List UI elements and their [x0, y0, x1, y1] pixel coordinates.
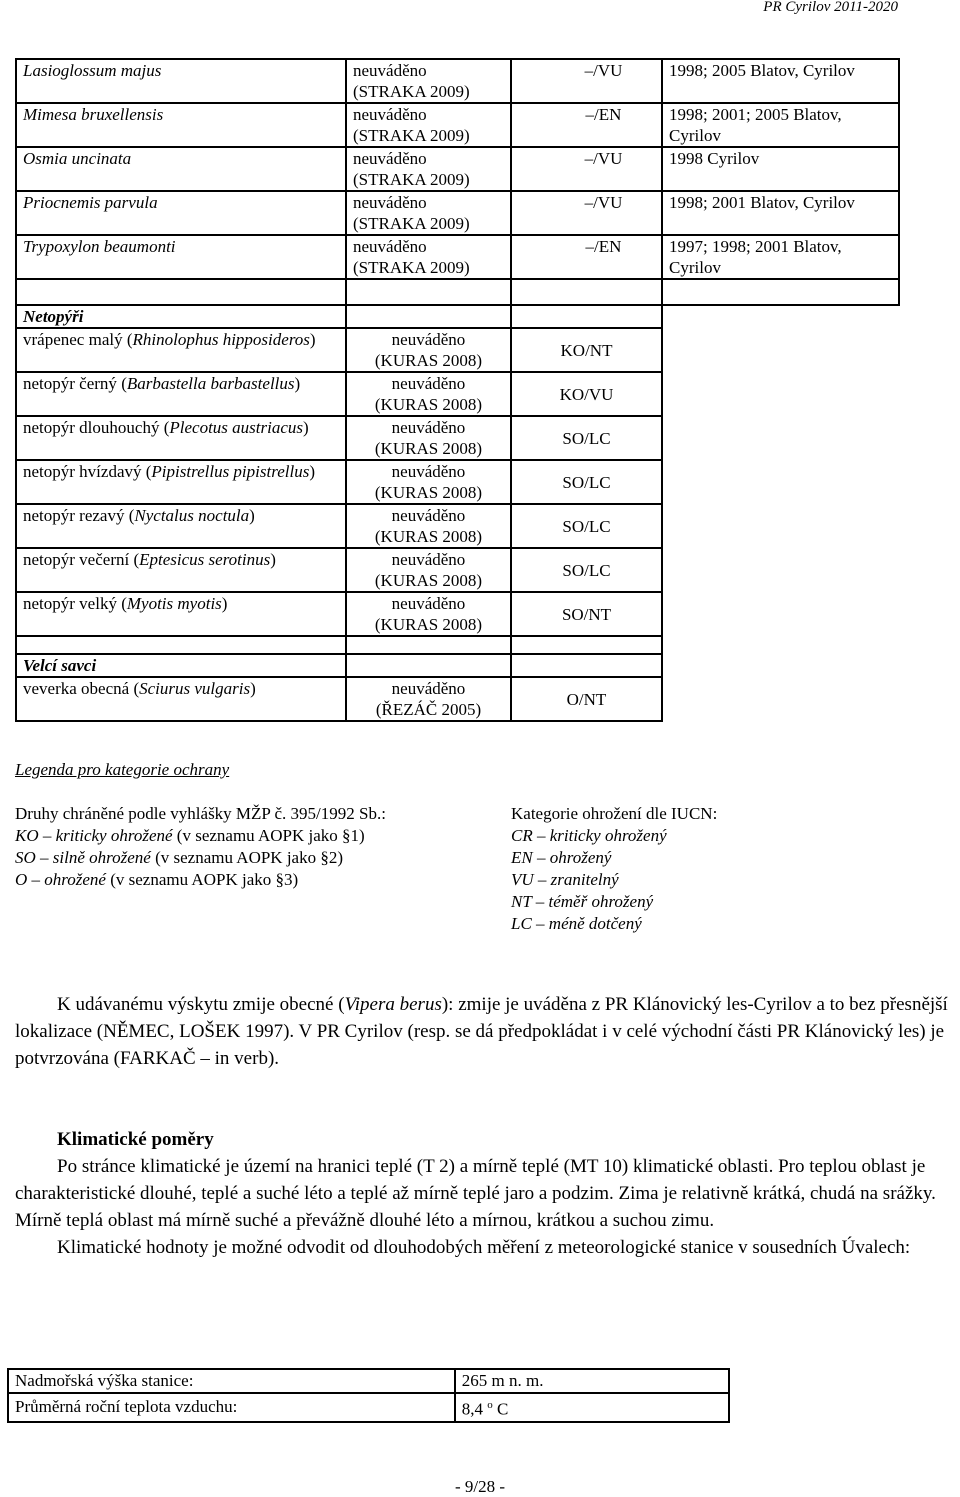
- status-text: neuváděno: [391, 594, 466, 613]
- legend-protected-heading: Druhy chráněné podle vyhlášky MŽP č. 395/1992 Sb.:: [15, 804, 386, 823]
- legend-title: Legenda pro kategorie ochrany: [15, 760, 230, 779]
- category-cell: O/NT: [511, 677, 662, 721]
- empty-cell: [662, 460, 899, 504]
- source-citation: (STRAKA 2009): [353, 82, 470, 101]
- source-citation: (STRAKA 2009): [353, 258, 470, 277]
- legend-item: NT – téměř ohrožený: [511, 892, 654, 911]
- table-row: [16, 235, 899, 279]
- status-cell: [346, 372, 511, 416]
- status-text: neuváděno: [391, 418, 466, 437]
- latin-name: Sciurus vulgaris: [139, 679, 251, 698]
- species-name: netopýr hvízdavý (Pipistrellus pipistrellus): [16, 460, 346, 504]
- note: (v seznamu AOPK jako §3): [110, 870, 299, 889]
- latin-name: Plecotus austriacus: [169, 418, 304, 437]
- table-row: [16, 460, 899, 504]
- latin-name: Myotis myotis: [126, 594, 222, 613]
- status-text: neuváděno: [353, 61, 427, 80]
- species-name: Mimesa bruxellensis: [16, 103, 346, 147]
- status-text: neuváděno: [391, 374, 466, 393]
- status-cell: [346, 328, 511, 372]
- legend-item: [15, 869, 386, 891]
- status-text: neuváděno: [391, 550, 466, 569]
- status-text: neuváděno: [391, 330, 466, 349]
- table-row: [8, 1393, 729, 1422]
- group-row-mammals: [16, 654, 899, 677]
- latin-name: Nyctalus noctula: [134, 506, 250, 525]
- status-cell: [346, 460, 511, 504]
- temperature-unit: C: [492, 1399, 509, 1419]
- records-cell: 1998; 2005 Blatov, Cyrilov: [662, 59, 899, 103]
- category-cell: –/EN: [511, 235, 662, 279]
- table-row: [16, 191, 899, 235]
- species-name: veverka obecná (Sciurus vulgaris): [16, 677, 346, 721]
- source-citation: (STRAKA 2009): [353, 170, 470, 189]
- source-citation: (KURAS 2008): [374, 527, 483, 546]
- empty-cell: [662, 372, 899, 416]
- status-cell: [346, 191, 511, 235]
- species-name: Osmia uncinata: [16, 147, 346, 191]
- species-name: netopýr večerní (Eptesicus serotinus): [16, 548, 346, 592]
- status-cell: [346, 592, 511, 636]
- status-text: neuváděno: [391, 462, 466, 481]
- records-cell: 1998 Cyrilov: [662, 147, 899, 191]
- source-citation: (KURAS 2008): [374, 351, 483, 370]
- altitude-value: 265 m n. m.: [455, 1369, 729, 1393]
- temperature-number: 8,4: [461, 1399, 484, 1419]
- table-row: [16, 147, 899, 191]
- table-spacer-row: [16, 636, 899, 654]
- temperature-label: Průměrná roční teplota vzduchu:: [8, 1393, 455, 1422]
- status-cell: [346, 677, 511, 721]
- species-name: vrápenec malý (Rhinolophus hipposideros): [16, 328, 346, 372]
- table-row: [16, 103, 899, 147]
- species-name: netopýr dlouhouchý (Plecotus austriacus): [16, 416, 346, 460]
- table-row: [16, 372, 899, 416]
- source-citation: (KURAS 2008): [374, 571, 483, 590]
- empty-cell: [662, 328, 899, 372]
- category-cell: SO/LC: [511, 548, 662, 592]
- altitude-label: Nadmořská výška stanice:: [8, 1369, 455, 1393]
- note: (v seznamu AOPK jako §2): [155, 848, 344, 867]
- category-cell: SO/LC: [511, 460, 662, 504]
- latin-name: Pipistrellus pipistrellus: [151, 462, 310, 481]
- station-table: [7, 1368, 730, 1423]
- source-citation: (STRAKA 2009): [353, 126, 470, 145]
- source-citation: (ŘEZÁČ 2005): [375, 700, 482, 719]
- running-header: PR Cyrilov 2011-2020: [763, 0, 898, 15]
- status-text: neuváděno: [353, 105, 427, 124]
- status-cell: [346, 548, 511, 592]
- category-cell: –/VU: [511, 147, 662, 191]
- group-row-bats: [16, 305, 899, 328]
- species-table: [15, 58, 900, 722]
- text-run: 1997). V PR Cyrilov (resp. se dá předpokládat i v celé východní části PR Klánovický les) je potvrzována (: [15, 1021, 945, 1069]
- empty-cell: [662, 416, 899, 460]
- climate-section: [15, 1126, 950, 1261]
- table-row: [16, 548, 899, 592]
- common-name: netopýr rezavý: [23, 506, 125, 525]
- category-cell: SO/LC: [511, 416, 662, 460]
- status-cell: [346, 416, 511, 460]
- text-run: K udávanému výskytu zmije obecné (: [57, 994, 345, 1015]
- source-citation: (KURAS 2008): [374, 483, 483, 502]
- table-row: [16, 59, 899, 103]
- empty-cell: [662, 592, 899, 636]
- legend-code: SO – silně ohrožené: [15, 848, 151, 867]
- climate-paragraph-1: Po stránce klimatické je území na hranici teplé (T 2) a mírně teplé (MT 10) klimatické oblasti. Pro teplou oblast je charakteristické dlouhé, teplé a suché léto a teplé až mírně teplé jaro a podzim. Zima je relativně krátká, chudá na srážky. Mírně teplá oblast má mírně suché a převážně dlouhé léto a mírnou, krátkou a suchou zimu.: [15, 1156, 936, 1231]
- table-row: [16, 504, 899, 548]
- legend-item: VU – zranitelný: [511, 870, 619, 889]
- records-cell: 1997; 1998; 2001 Blatov, Cyrilov: [662, 235, 899, 279]
- latin-name: Barbastella barbastellus: [126, 374, 295, 393]
- status-cell: [346, 147, 511, 191]
- meaning: silně ohrožené: [52, 848, 151, 867]
- climate-paragraph-2: Klimatické hodnoty je možné odvodit od dlouhodobých měření z meteorologické stanice v sousedních Úvalech:: [57, 1237, 911, 1258]
- status-text: neuváděno: [353, 193, 427, 212]
- empty-cell: [662, 504, 899, 548]
- legend-code: KO – kriticky ohrožené: [15, 826, 173, 845]
- common-name: vrápenec malý: [23, 330, 123, 349]
- legend-item: [15, 825, 386, 847]
- status-text: neuváděno: [391, 679, 466, 698]
- common-name: netopýr hvízdavý: [23, 462, 142, 481]
- citation: NĚMEC, LOŠEK: [103, 1021, 241, 1042]
- status-text: neuváděno: [353, 149, 427, 168]
- legend-item: LC – méně dotčený: [511, 914, 642, 933]
- category-cell: SO/NT: [511, 592, 662, 636]
- species-name: netopýr rezavý (Nyctalus noctula): [16, 504, 346, 548]
- species-name: netopýr velký (Myotis myotis): [16, 592, 346, 636]
- empty-cell: [662, 677, 899, 721]
- records-cell: 1998; 2001 Blatov, Cyrilov: [662, 191, 899, 235]
- legend-iucn: [511, 803, 717, 935]
- source-citation: (KURAS 2008): [374, 439, 483, 458]
- category-cell: –/VU: [511, 191, 662, 235]
- empty-cell: [662, 548, 899, 592]
- category-cell: –/VU: [511, 59, 662, 103]
- legend-iucn-heading: Kategorie ohrožení dle IUCN:: [511, 804, 718, 823]
- common-name: netopýr černý: [23, 374, 117, 393]
- latin-name: Eptesicus serotinus: [139, 550, 271, 569]
- category-cell: SO/LC: [511, 504, 662, 548]
- table-row: [16, 592, 899, 636]
- category-cell: –/EN: [511, 103, 662, 147]
- category-cell: KO/VU: [511, 372, 662, 416]
- status-cell: [346, 103, 511, 147]
- table-row: [16, 328, 899, 372]
- status-cell: [346, 59, 511, 103]
- table-spacer-row: [16, 279, 899, 305]
- text-run: ): zmije je uváděna z PR Klánovický les-Cyrilov a to bez přesnější lokalizace (: [15, 994, 948, 1042]
- latin-name: Rhinolophus hipposideros: [132, 330, 310, 349]
- legend-item: EN – ohrožený: [511, 848, 612, 867]
- meaning: ohrožené: [44, 870, 106, 889]
- meaning: kriticky ohrožené: [55, 826, 173, 845]
- table-row: [8, 1369, 729, 1393]
- table-row: [16, 416, 899, 460]
- species-name: Priocnemis parvula: [16, 191, 346, 235]
- legend-item: [15, 847, 386, 869]
- source-citation: (STRAKA 2009): [353, 214, 470, 233]
- section-title: Klimatické poměry: [57, 1129, 214, 1150]
- note: (v seznamu AOPK jako §1): [176, 826, 365, 845]
- source-citation: (KURAS 2008): [374, 615, 483, 634]
- degree-mark: o: [487, 1399, 493, 1411]
- legend-item: CR – kriticky ohrožený: [511, 826, 667, 845]
- latin-name: Vipera berus: [344, 994, 442, 1015]
- common-name: netopýr velký: [23, 594, 117, 613]
- group-label: Netopýři: [16, 305, 346, 328]
- group-label: Velcí savci: [16, 654, 346, 677]
- records-cell: 1998; 2001; 2005 Blatov, Cyrilov: [662, 103, 899, 147]
- legend-code: O – ohrožené: [15, 870, 106, 889]
- temperature-value: [455, 1393, 729, 1422]
- source-citation: (KURAS 2008): [374, 395, 483, 414]
- common-name: netopýr dlouhouchý: [23, 418, 160, 437]
- status-text: neuváděno: [391, 506, 466, 525]
- status-cell: [346, 235, 511, 279]
- common-name: veverka obecná: [23, 679, 130, 698]
- citation: FARKAČ: [119, 1048, 196, 1069]
- legend-protected: [15, 803, 386, 891]
- common-name: netopýr večerní: [23, 550, 130, 569]
- species-name: netopýr černý (Barbastella barbastellus): [16, 372, 346, 416]
- snake-paragraph: [15, 991, 950, 1072]
- code: SO: [15, 848, 36, 867]
- code: KO: [15, 826, 39, 845]
- species-name: Trypoxylon beaumonti: [16, 235, 346, 279]
- text-run: – in verb).: [195, 1048, 280, 1069]
- page-number: - 9/28 -: [454, 1477, 506, 1496]
- status-cell: [346, 504, 511, 548]
- status-text: neuváděno: [353, 237, 427, 256]
- code: O: [15, 870, 28, 889]
- table-row: [16, 677, 899, 721]
- category-cell: KO/NT: [511, 328, 662, 372]
- species-name: Lasioglossum majus: [16, 59, 346, 103]
